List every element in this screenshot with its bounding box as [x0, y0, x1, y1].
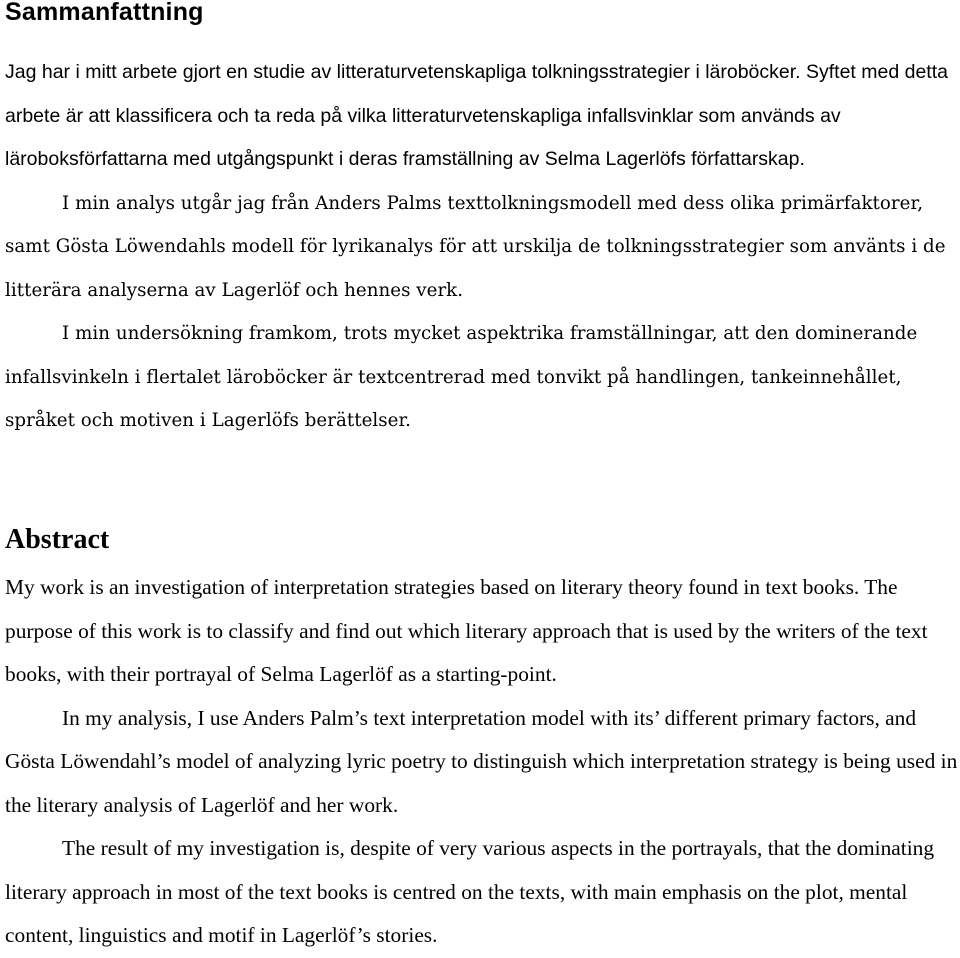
swedish-summary-body	[5, 51, 957, 443]
abstract-paragraph-1: My work is an investigation of interpretation strategies based on literary theory found in text books. The purpose of this work is to classify and find out which literary approach that is used by the writers of the text books, with their portrayal of Selma Lagerlöf as a starting-point.	[5, 575, 928, 686]
swedish-paragraph-1: Jag har i mitt arbete gjort en studie av litteraturvetenskapliga tolkningsstrategier i läroböcker. Syftet med detta arbete är att klassificera och ta reda på vilka litteraturvetenskapliga infallsvinklar som används av läroboksförfattarna med utgångspunkt i deras framställning av Selma Lagerlöfs författarskap.	[5, 61, 948, 170]
swedish-summary-heading: Sammanfattning	[5, 0, 204, 26]
abstract-paragraph-3: The result of my investigation is, despite of very various aspects in the portrayals, that the dominating literary approach in most of the text books is centred on the texts, with main emphasis on the plot, mental content, linguistics and motif in Lagerlöf’s stories.	[5, 836, 935, 947]
swedish-paragraph-3: I min undersökning framkom, trots mycket aspektrika framställningar, att den dominerande infallsvinkeln i flertalet läroböcker är textcentrerad med tonvikt på handlingen, tankeinnehållet, språket och motiven i Lagerlöfs berättelser.	[5, 323, 918, 431]
swedish-paragraph-2: I min analys utgår jag från Anders Palms texttolkningsmodell med dess olika primärfaktorer, samt Gösta Löwendahls modell för lyrikanalys för att urskilja de tolkningsstrategier som använts i de litterära analyserna av Lagerlöf och hennes verk.	[5, 192, 946, 301]
document-page	[5, 0, 958, 947]
abstract-paragraph-2: In my analysis, I use Anders Palm’s text interpretation model with its’ different primary factors, and Gösta Löwendahl’s model of analyzing lyric poetry to distinguish which interpretation strategy is being used in the literary analysis of Lagerlöf and her work.	[5, 705, 958, 817]
abstract-body	[5, 566, 960, 958]
abstract-heading: Abstract	[5, 524, 110, 555]
